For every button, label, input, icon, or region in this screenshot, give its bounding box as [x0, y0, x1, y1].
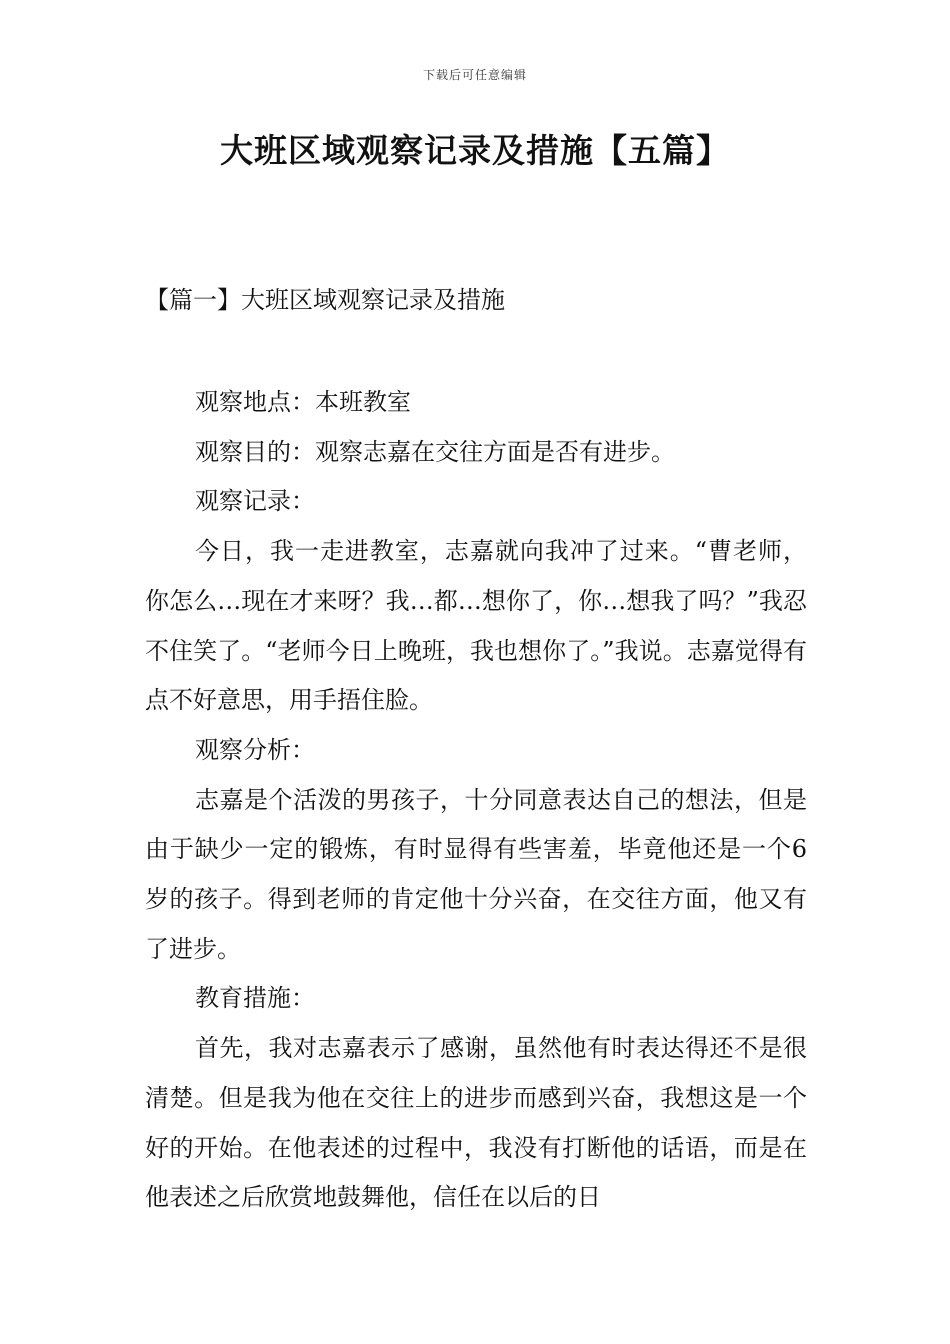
section-heading: 【篇一】大班区域观察记录及措施: [145, 286, 505, 314]
paragraph-analysis-label: 观察分析：: [195, 735, 315, 764]
paragraph-location: 观察地点：本班教室: [195, 388, 411, 416]
paragraph-purpose: 观察目的：观察志嘉在交往方面是否有进步。: [195, 437, 675, 466]
paragraph-record: 今日，我一走进教室，志嘉就向我冲了过来。“曹老师，你怎么…现在才来呀？我…都…想你了，你…想我了吗？”我忍不住笑了。“老师今日上晚班，我也想你了。”我说。志嘉觉得有点不好意思，用手捂住脸。: [145, 537, 807, 715]
document-title: 大班区域观察记录及措施【五篇】: [220, 131, 730, 170]
paragraph-measures-label: 教育措施：: [195, 984, 315, 1013]
document-body: [145, 378, 807, 1223]
paragraph-measures: 首先，我对志嘉表示了感谢，虽然他有时表达得还不是很清楚。但是我为他在交往上的进步而感到兴奋，我想这是一个好的开始。在他表述的过程中，我没有打断他的话语，而是在他表述之后欣赏地鼓舞他，信任在以后的日: [145, 1034, 807, 1212]
page-header-note: 下载后可任意编辑: [422, 68, 527, 82]
paragraph-analysis: 志嘉是个活泼的男孩子，十分同意表达自己的想法，但是由于缺少一定的锻炼，有时显得有些害羞，毕竟他还是一个6岁的孩子。得到老师的肯定他十分兴奋，在交往方面，他又有了进步。: [145, 785, 807, 963]
paragraph-record-label: 观察记录：: [195, 487, 315, 516]
